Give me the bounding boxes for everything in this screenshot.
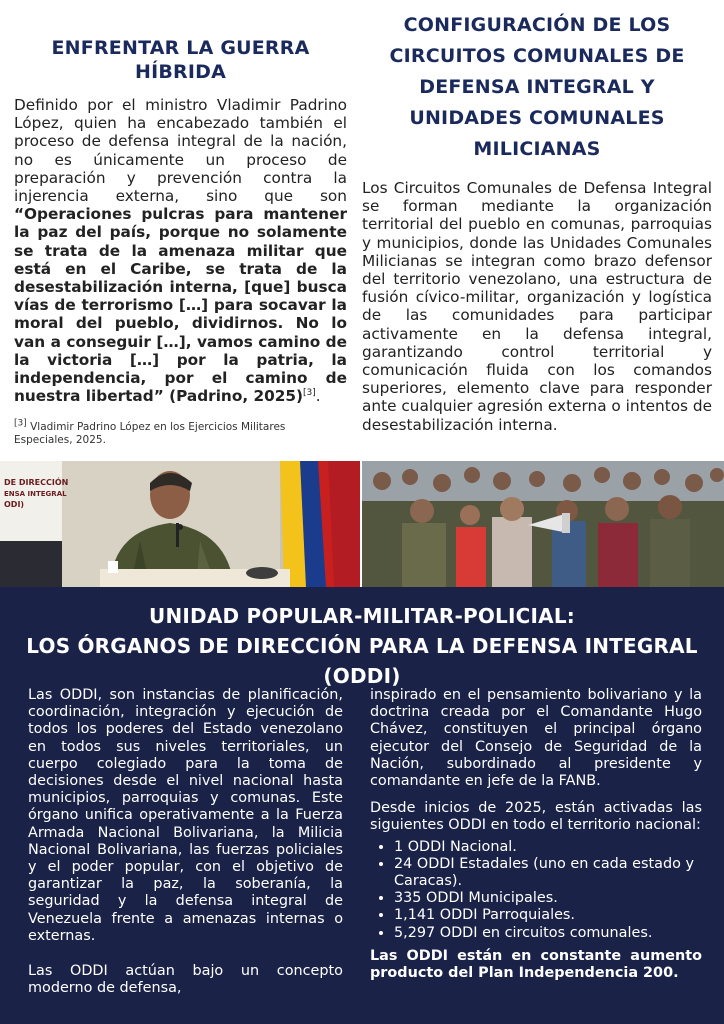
footnote-mark: [3] xyxy=(14,418,27,429)
list-item: • 5,297 ODDI en circuitos comunales. xyxy=(394,925,702,942)
sign-text-1: DE DIRECCIÓN xyxy=(4,478,69,487)
left-intro: Definido por el ministro Vladimir Padrino López, quien ha encabezado también el proceso de defensa integral de la nación, no es únicamente un proceso de preparación y prevención contra la injerencia externa, sino que son xyxy=(14,96,347,206)
right-column xyxy=(362,10,712,434)
footnote xyxy=(14,418,347,446)
oddi-right-column xyxy=(370,687,702,982)
minister-photo xyxy=(0,461,360,587)
list-item: • 1 ODDI Nacional. xyxy=(394,839,702,856)
crowd-image xyxy=(362,461,724,587)
crowd-photo xyxy=(362,461,724,587)
oddi-section xyxy=(0,587,724,1024)
right-paragraph: Los Circuitos Comunales de Defensa Integral se forman mediante la organización territorial del pueblo en comunas, parroquias y municipios, donde las Unidades Comunales Milicianas se integran como brazo defensor del territorio venezolano, una estructura de fusión cívico-militar, organización y logística de las comunidades para participar activamente en la defensa integral, garantizando control territorial y comunicación fluida con los comandos superiores, elemento clave para responder ante cualquier agresión externa o intentos de desestabilización interna. xyxy=(362,179,713,434)
sign-text-3: ODI) xyxy=(4,500,25,509)
oddi-left-column xyxy=(28,687,343,997)
oddi-title xyxy=(0,601,724,691)
list-item: • 1,141 ODDI Parroquiales. xyxy=(394,907,702,924)
trailing-period: . xyxy=(315,387,321,406)
oddi-title-line2: LOS ÓRGANOS DE DIRECCIÓN PARA LA DEFENSA INTEGRAL (ODDI) xyxy=(26,634,698,688)
footnote-text: Vladimir Padrino López en los Ejercicios Militares Especiales, 2025. xyxy=(14,421,286,446)
oddi-paragraph-2: Las ODDI actúan bajo un concepto moderno de defensa, xyxy=(28,963,343,997)
oddi-title-line1: UNIDAD POPULAR-MILITAR-POLICIAL: xyxy=(149,604,575,628)
oddi-list xyxy=(370,839,702,942)
list-item: • 335 ODDI Municipales. xyxy=(394,890,702,907)
left-heading: ENFRENTAR LA GUERRA HÍBRIDA xyxy=(51,37,310,83)
oddi-closing: Las ODDI están en constante aumento producto del Plan Independencia 200. xyxy=(370,947,702,982)
list-item: • 24 ODDI Estadales (uno en cada estado y Caracas). xyxy=(394,856,702,890)
sign-text-2: ENSA INTEGRAL xyxy=(4,490,67,498)
padrino-quote: “Operaciones pulcras para mantener la paz del país, porque no solamente se trata de la amenaza militar que está en el Caribe, se trata de la desestabilización interna, [que] busca vías de terrorismo […] para socavar la moral del pueblo, dividirnos. No lo van a conseguir […], vamos camino de la victoria […] por la patria, la independencia, por el camino de nuestra libertad” (Padrino, 2025) xyxy=(14,205,347,406)
right-heading: CONFIGURACIÓN DE LOS CIRCUITOS COMUNALES DE DEFENSA INTEGRAL Y UNIDADES COMUNALES MILICIANAS xyxy=(389,14,685,160)
left-paragraph xyxy=(14,96,347,405)
minister-image xyxy=(0,461,360,587)
photo-strip xyxy=(0,461,724,587)
footnote-ref: [3] xyxy=(303,388,316,399)
oddi-paragraph-4: Desde inicios de 2025, están activadas las siguientes ODDI en todo el territorio nacional: xyxy=(370,800,702,834)
oddi-paragraph-1: Las ODDI, son instancias de planificación, coordinación, integración y ejecución de todos los poderes del Estado venezolano en todos sus niveles territoriales, un cuerpo colegiado para la toma de decisiones desde el nivel nacional hasta municipios, parroquias y comunas. Este órgano unifica operativamente a la Fuerza Armada Nacional Bolivariana, la Milicia Nacional Bolivariana, las fuerzas policiales y el poder popular, con el objetivo de garantizar la paz, la soberanía, la seguridad y la defensa integral de Venezuela frente a amenazas internas o externas. xyxy=(28,687,343,944)
oddi-paragraph-3: inspirado en el pensamiento bolivariano y la doctrina creada por el Comandante Hugo Chávez, constituyen el principal órgano ejecutor del Consejo de Seguridad de la Nación, subordinado al presidente y comandante en jefe de la FANB. xyxy=(370,687,702,790)
left-column xyxy=(14,20,347,446)
